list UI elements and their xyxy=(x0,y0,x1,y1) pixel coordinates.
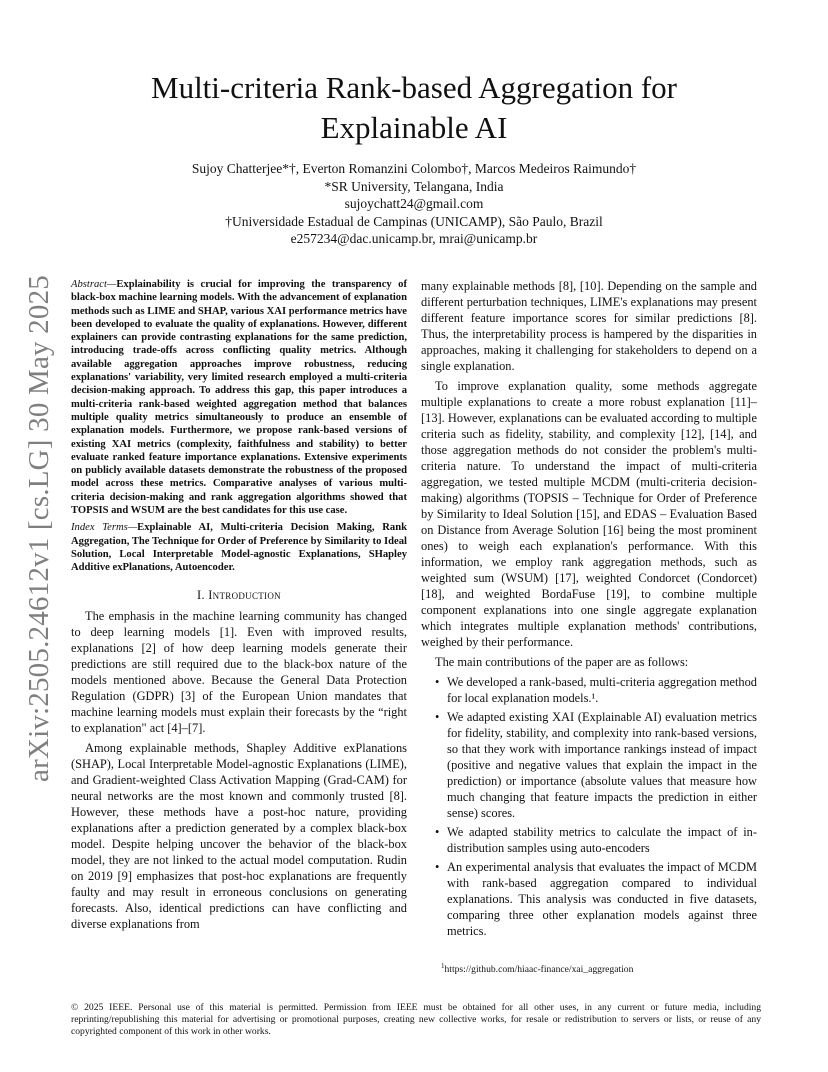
email-2: e257234@dac.unicamp.br, mrai@unicamp.br xyxy=(290,231,538,246)
list-item xyxy=(435,709,757,821)
abstract-label: Abstract— xyxy=(71,279,117,290)
right-column xyxy=(421,278,757,942)
contribution-text: We adapted existing XAI (Explainable AI) evaluation metrics for fidelity, stability, and complexity into rank-based versions, so that they work with importance rankings instead of impact (positive and negative values that explain the impact in the prediction) or importance (absolute values that measure how much changing that feature impacts the prediction in either sense) scores. xyxy=(447,710,757,820)
contribution-text: We adapted stability metrics to calculate the impact of in-distribution samples using auto-encoders xyxy=(447,825,757,855)
bullet-icon: • xyxy=(435,675,440,689)
contributions-intro: The main contributions of the paper are as follows: xyxy=(435,655,689,669)
intro-paragraph-continued: many explainable methods [8], [10]. Depending on the sample and different perturbation techniques, LIME's explanations may present different feature importance scores for similar predictions [8]. Thus, the interpretability process is hampered by the disparities in approaches, making it challenging for stakeholders to depend on a single explanation. xyxy=(421,279,757,373)
footnote-link[interactable]: https://github.com/hiaac-finance/xai_aggregation xyxy=(444,964,634,976)
arxiv-sidebar xyxy=(12,275,66,782)
abstract xyxy=(71,278,407,517)
abstract-text: Explainability is crucial for improving the transparency of black-box machine learning models. With the advancement of explanation methods such as LIME and SHAP, various XAI performance metrics have been developed to evaluate the quality of explanations. However, different explainers can provide contrasting explanations for the same prediction, introducing trade-offs across conflicting quality metrics. Although available aggregation approaches improve robustness, reducing explanations' variability, very limited research employed a multi-criteria decision-making approach. To address this gap, this paper introduces a multi-criteria rank-based weighted aggregation method that balances multiple quality metrics simultaneously to produce an ensemble of explanation models. Furthermore, we propose rank-based versions of existing XAI metrics (complexity, faithfulness and stability) to better evaluate ranked feature importance explanations. Extensive experiments on publicly available datasets demonstrate the robustness of the proposed model across these metrics. Comparative analyses of various multi-criteria decision-making and rank aggregation algorithms showed that TOPSIS and WSUM are the best candidates for this use case. xyxy=(71,279,407,517)
list-item xyxy=(435,824,757,856)
author-block xyxy=(100,160,728,248)
contribution-text: We developed a rank-based, multi-criteria aggregation method for local explanation models.¹. xyxy=(447,675,757,705)
bullet-icon: • xyxy=(435,710,440,724)
author-names: Sujoy Chatterjee*†, Everton Romanzini Colombo†, Marcos Medeiros Raimundo† xyxy=(191,161,637,176)
list-item xyxy=(435,674,757,706)
intro-paragraph-3: To improve explanation quality, some methods aggregate multiple explanations to create a more robust explanation [11]–[13]. However, explanations can be evaluated according to multiple criteria such as fidelity, stability, and complexity [12], [14], and those aggregation methods do not consider the problem's multi-criteria nature. To understand the impact of multi-criteria aggregation, we tested multiple MCDM (multi-criteria decision-making) algorithms (TOPSIS – Technique for Order of Preference by Similarity to Ideal Solution [15], and EDAS – Evaluation Based on Distance from Average Solution [16] being the most prominent ones) to weigh each explanation's performance. With this information, we employ rank aggregation methods, such as weighted sum (WSUM) [17], weighted Condorcet (Condorcet) [18], and weighted BordaFuse [19], to combine multiple component explanations into one single aggregate explanation which integrates multiple explanation methods' contributions, weighed by their performance. xyxy=(421,379,757,649)
contributions-list xyxy=(421,674,757,939)
index-terms-text: Explainable AI, Multi-criteria Decision Making, Rank Aggregation, The Technique for Order of Preference by Similarity to Ideal Solution, Local Interpretable Model-agnostic Explanations, SHapley Additive exPlanations, Autoencoder. xyxy=(71,522,407,574)
copyright-notice: © 2025 IEEE. Personal use of this material is permitted. Permission from IEEE must be obtained for all other uses, in any current or future media, including reprinting/republishing this material for advertising or promotional purposes, creating new collective works, for resale or redistribution to servers or lists, or reuse of any copyrighted component of this work in other works. xyxy=(71,1002,761,1037)
arxiv-identifier: arXiv:2505.24612v1 [cs.LG] 30 May 2025 xyxy=(23,275,55,782)
affiliation-2: †Universidade Estadual de Campinas (UNICAMP), São Paulo, Brazil xyxy=(225,213,603,229)
affiliation-1: *SR University, Telangana, India xyxy=(324,178,504,194)
footnote-mark: 1 xyxy=(441,962,445,970)
bullet-icon: • xyxy=(435,860,440,874)
contribution-text: An experimental analysis that evaluates the impact of MCDM with rank-based aggregation compared to individual explanations. This analysis was conducted in five datasets, comparing three other explanation models against three metrics. xyxy=(447,860,757,938)
list-item xyxy=(435,859,757,939)
paper-title xyxy=(100,68,728,148)
footnote xyxy=(441,960,771,976)
section-heading-introduction: I. Introduction xyxy=(197,587,281,602)
intro-paragraph-2: Among explainable methods, Shapley Additive exPlanations (SHAP), Local Interpretable Model-agnostic Explanations (LIME), and Gradient-weighted Class Activation Mapping (Grad-CAM) for neural networks are the most known and commonly trusted [8]. However, these methods have a post-hoc nature, providing explanations after a prediction generated by a complex black-box model. Despite helping uncover the behavior of the black-box model, they are not linked to the actual model computation. Rudin on 2019 [9] emphasizes that post-hoc explanations are frequently faulty and may result in erroneous conclusions on generating forecasts. Also, identical predictions can have conflicting and diverse explanations from xyxy=(71,740,407,931)
title-line-2: Explainable AI xyxy=(320,110,508,145)
intro-paragraph-1: The emphasis in the machine learning community has changed to deep learning models [1]. Even with improved results, explanations [2] of how deep learning models generate their predictions are still required due to the black-box nature of the models mentioned above. Because the General Data Protection Regulation (GDPR) [3] of the European Union mandates that machine learning models must explain their forecasts by the “right to explanation" act [4]–[7]. xyxy=(71,608,407,735)
email-1: sujoychatt24@gmail.com xyxy=(344,196,484,211)
title-line-1: Multi-criteria Rank-based Aggregation for xyxy=(151,70,677,105)
index-terms-label: Index Terms— xyxy=(71,522,138,534)
index-terms xyxy=(71,521,407,574)
bullet-icon: • xyxy=(435,825,440,839)
left-column xyxy=(71,278,407,936)
